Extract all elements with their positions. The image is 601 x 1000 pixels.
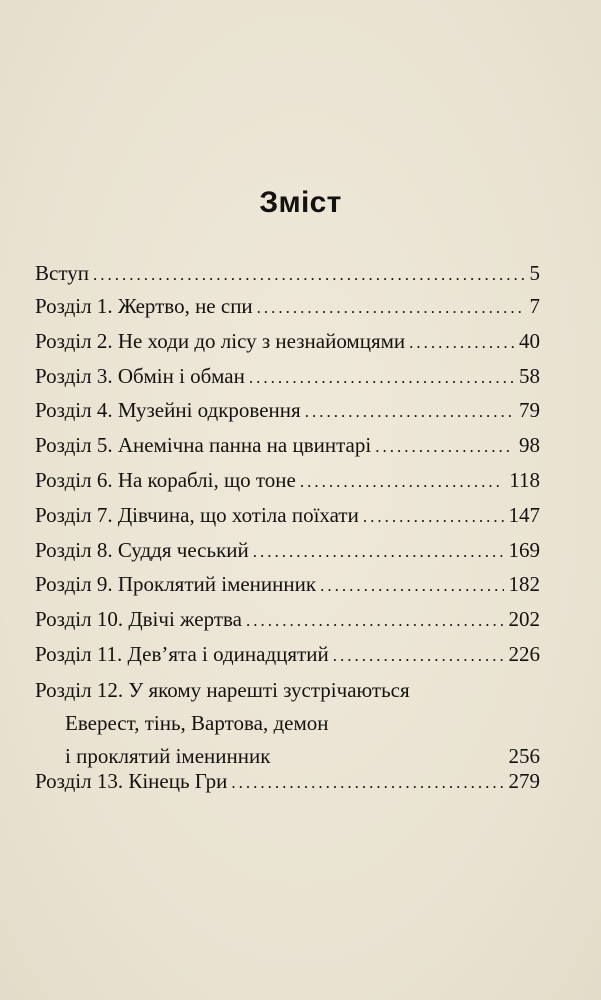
toc-entry-title: Розділ 10. Двічі жертва <box>35 607 242 631</box>
toc-entry-page: 40 <box>519 329 540 353</box>
toc-entry-page: 279 <box>508 769 540 793</box>
toc-entry <box>35 291 540 323</box>
toc-entry <box>35 395 540 427</box>
toc-entry <box>35 766 540 798</box>
toc-entry-title: Розділ 9. Проклятий іменинник <box>35 572 317 596</box>
dot-leader <box>320 571 503 601</box>
toc-entry <box>35 674 540 773</box>
toc-entry-title-line: і проклятий іменинник <box>65 744 271 768</box>
dot-leader <box>333 641 504 671</box>
page-title: Зміст <box>259 186 342 219</box>
dot-leader <box>93 260 525 290</box>
toc-entry-title: Вступ <box>35 261 89 285</box>
toc-entry-page: 5 <box>529 261 540 285</box>
toc-entry-title: Розділ 7. Дівчина, що хотіла поїхати <box>35 503 359 527</box>
toc-entry-page: 169 <box>508 538 540 562</box>
toc-entry-page: 118 <box>509 468 540 492</box>
toc-entry-title-line: Еверест, тінь, Вартова, демон <box>65 711 329 735</box>
toc-entry <box>35 569 540 601</box>
toc-entry <box>35 430 540 462</box>
toc-entry <box>35 361 540 393</box>
toc-entry <box>35 326 540 358</box>
toc-entry <box>35 604 540 636</box>
dot-leader <box>253 537 504 567</box>
dot-leader <box>249 363 514 393</box>
toc-entry-page: 226 <box>508 642 540 666</box>
toc-entry-title: Розділ 5. Анемічна панна на цвинтарі <box>35 433 372 457</box>
toc-entry-page: 256 <box>508 744 540 768</box>
toc-entry-title: Розділ 3. Обмін і обман <box>35 364 245 388</box>
toc-entry-page: 79 <box>519 398 540 422</box>
toc-entry-title: Розділ 4. Музейні одкровення <box>35 398 301 422</box>
dot-leader <box>375 432 514 462</box>
toc-entry-page: 202 <box>508 607 540 631</box>
dot-leader <box>305 397 514 427</box>
toc-entry-page: 147 <box>508 503 540 527</box>
toc-entry <box>35 258 540 290</box>
toc-entry <box>35 535 540 567</box>
toc-entry <box>35 639 540 671</box>
toc-entry-title: Розділ 6. На кораблі, що тоне <box>35 468 296 492</box>
toc-entry-title-line: Розділ 12. У якому нарешті зустрічаються <box>35 678 410 702</box>
toc-entry <box>35 500 540 532</box>
dot-leader <box>300 467 504 497</box>
toc-entry-page: 7 <box>529 294 540 318</box>
toc-entry-title: Розділ 1. Жертво, не спи <box>35 294 253 318</box>
toc-entry-page: 182 <box>508 572 540 596</box>
dot-leader <box>409 328 514 358</box>
toc-entry-title: Розділ 13. Кінець Гри <box>35 769 228 793</box>
dot-leader <box>363 502 504 532</box>
dot-leader <box>231 768 503 798</box>
toc-entry-title: Розділ 8. Суддя чеський <box>35 538 249 562</box>
toc-entry-page: 58 <box>519 364 540 388</box>
toc-entry-title: Розділ 11. Дев’ята і одинадцятий <box>35 642 329 666</box>
toc-entry <box>35 465 540 497</box>
toc-entry-page: 98 <box>519 433 540 457</box>
dot-leader <box>257 293 525 323</box>
dot-leader <box>246 606 504 636</box>
toc-entry-title: Розділ 2. Не ходи до лісу з незнайомцями <box>35 329 406 353</box>
